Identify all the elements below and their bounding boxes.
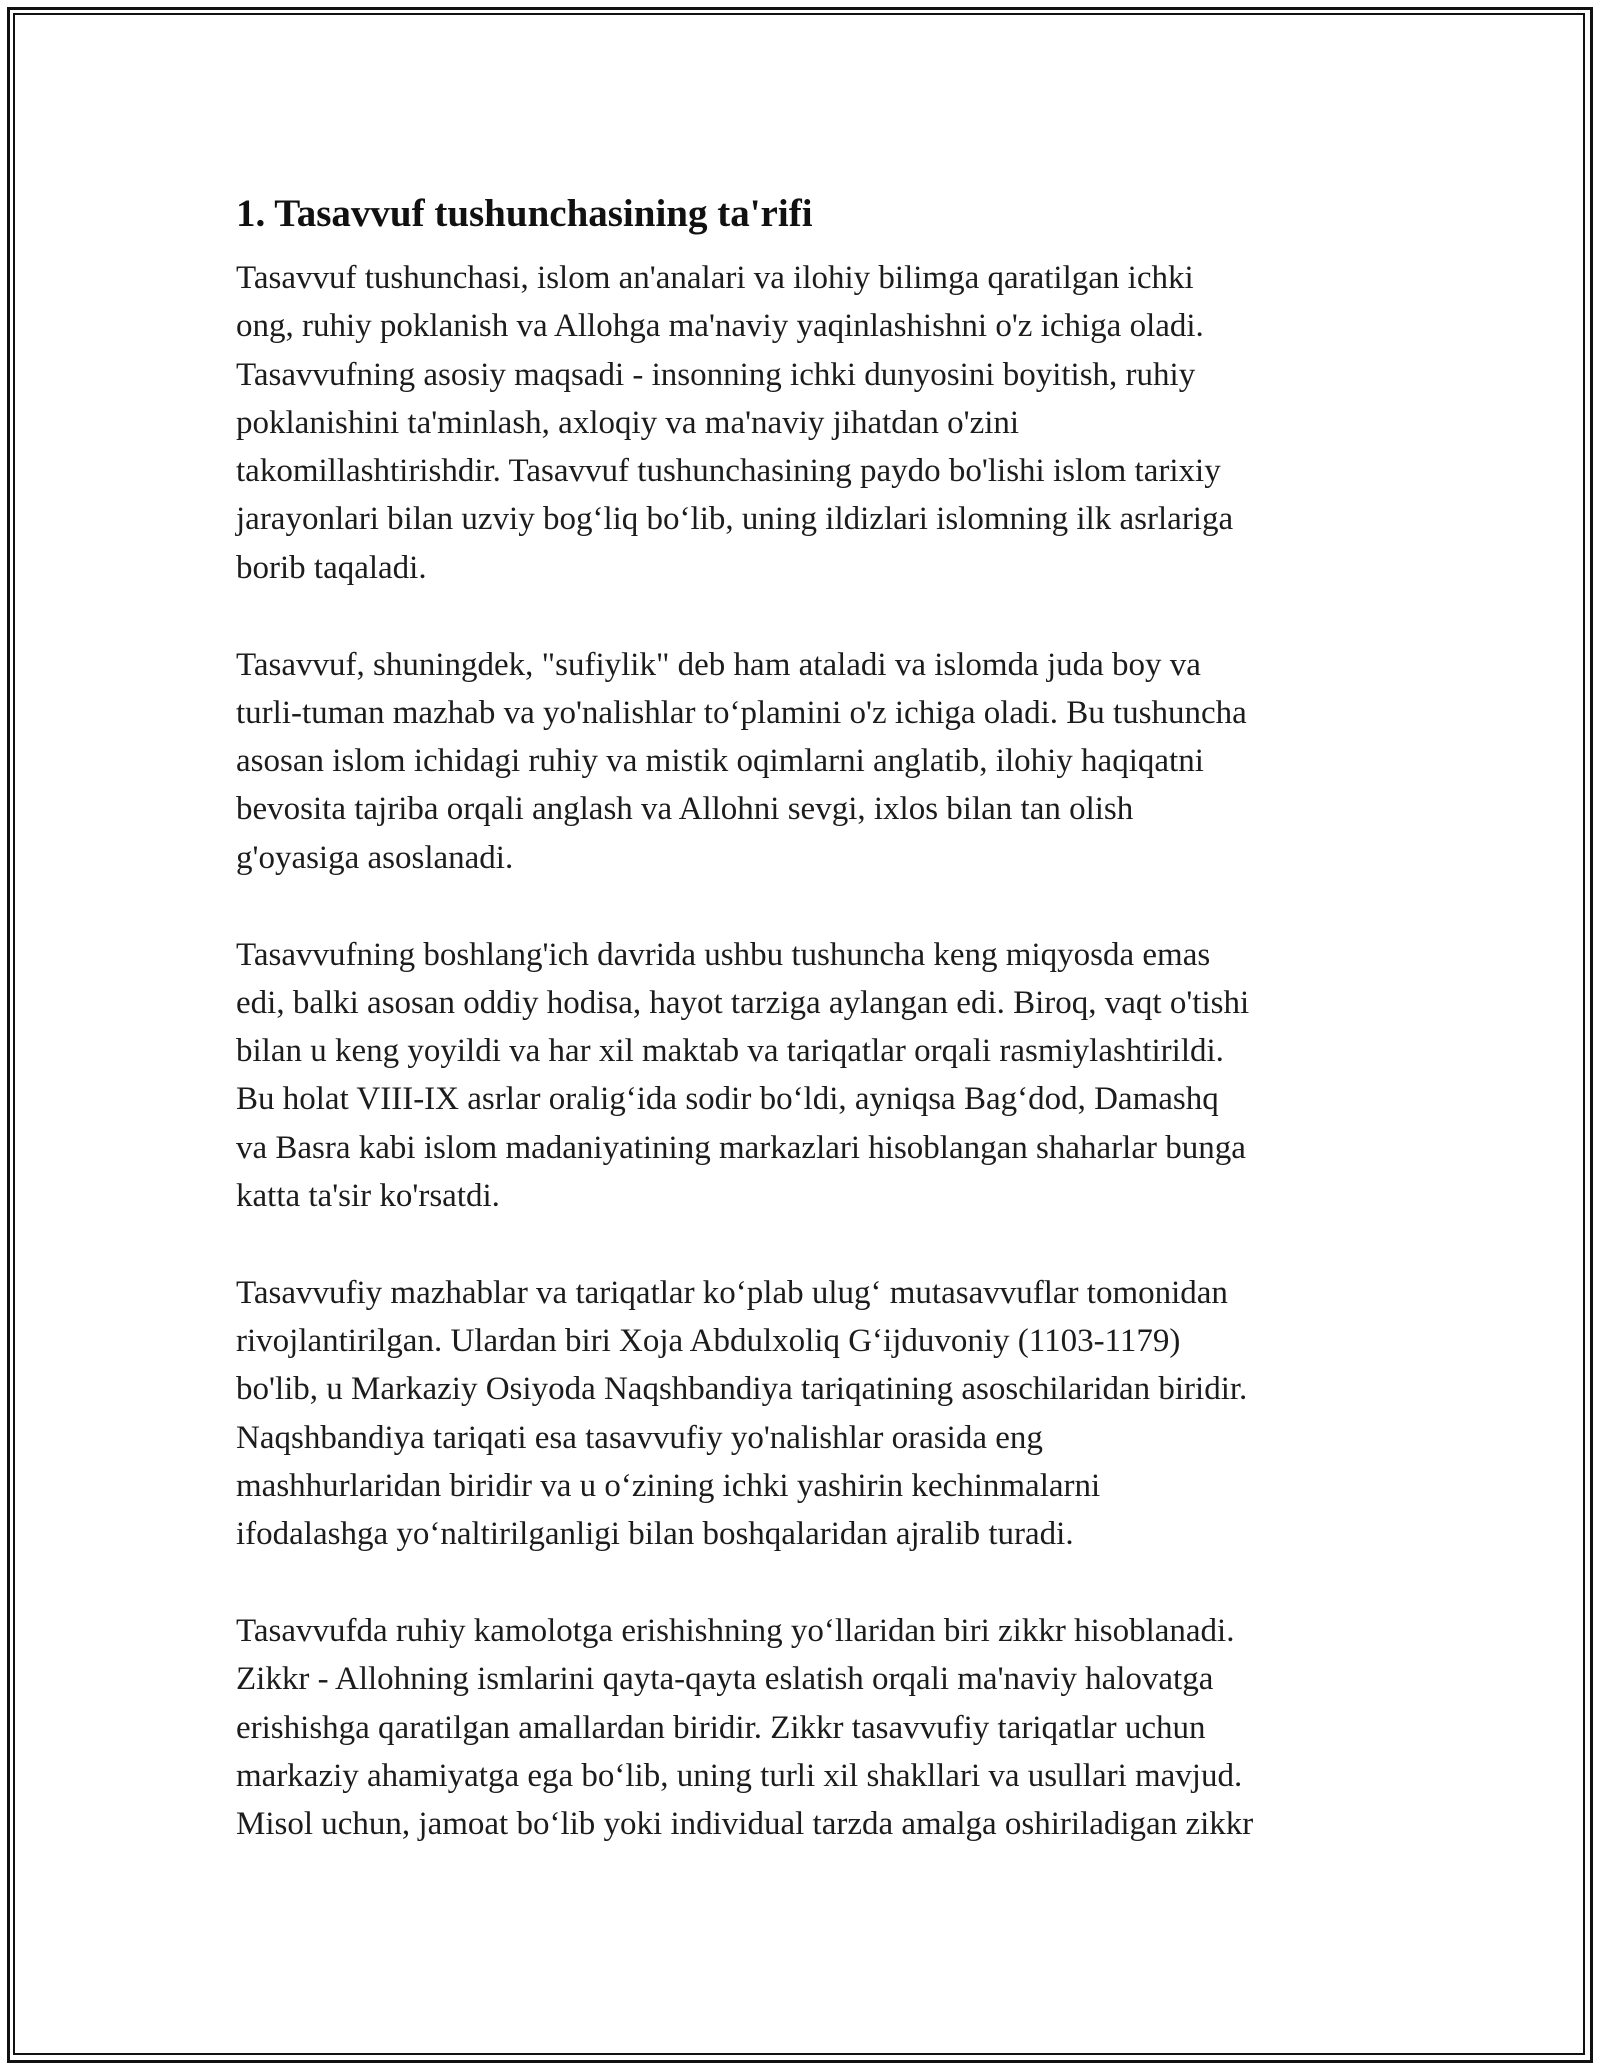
paragraph-4: Tasavvufiy mazhablar va tariqatlar ko‘plab ulug‘ mutasavvuflar tomonidan rivojlantirilgan. Ulardan biri Xoja Abdulxoliq G‘ijduvoniy (1103-1179) bo'lib, u Markaziy Osiyoda Naqshbandiya tariqatining asoschilaridan biridir. Naqshbandiya tariqati esa tasavvufiy yo'nalishlar orasida eng mashhurlaridan biridir va u o‘zining ichki yashirin kechinmalarni ifodalashga yo‘naltirilganligi bilan boshqalaridan ajralib turadi. — [236, 1274, 1248, 1553]
paragraph-1: Tasavvuf tushunchasi, islom an'analari va ilohiy bilimga qaratilgan ichki ong, ruhiy poklanish va Allohga ma'naviy yaqinlashishni o'z ichiga oladi. Tasavvufning asosiy maqsadi - insonning ichki dunyosini boyitish, ruhiy poklanishini ta'minlash, axloqiy va ma'naviy jihatdan o'zini takomillashtirishdir. Tasavvuf tushunchasining paydo bo'lishi islom tarixiy jarayonlari bilan uzviy bog‘liq bo‘lib, uning ildizlari islomning ilk asrlariga borib taqaladi. — [236, 260, 1234, 586]
paragraph-2: Tasavvuf, shuningdek, "sufiylik" deb ham ataladi va islomda juda boy va turli-tuman mazhab va yo'nalishlar to‘plamini o'z ichiga oladi. Bu tushuncha asosan islom ichidagi ruhiy va mistik oqimlarni anglatib, ilohiy haqiqatni bevosita tajriba orqali anglash va Allohni sevgi, ixlos bilan tan olish g'oyasiga asoslanadi. — [236, 646, 1247, 876]
section-title: 1. Tasavvuf tushunchasining ta'rifi — [236, 192, 813, 235]
paragraph-3: Tasavvufning boshlang'ich davrida ushbu tushuncha keng miqyosda emas edi, balki asosan oddiy hodisa, hayot tarziga aylangan edi. Biroq, vaqt o'tishi bilan u keng yoyildi va har xil maktab va tariqatlar orqali rasmiylashtirildi. Bu holat VIII-IX asrlar oralig‘ida sodir bo‘ldi, ayniqsa Bag‘dod, Damashq va Basra kabi islom madaniyatining markazlari hisoblangan shaharlar bunga katta ta'sir ko'rsatdi. — [236, 936, 1250, 1215]
document-body — [236, 185, 1386, 1849]
paragraph-5: Tasavvufda ruhiy kamolotga erishishning yo‘llaridan biri zikkr hisoblanadi. Zikkr - Allohning ismlarini qayta-qayta eslatish orqali ma'naviy halovatga erishishga qaratilgan amallardan biridir. Zikkr tasavvufiy tariqatlar uchun markaziy ahamiyatga ega bo‘lib, uning turli xil shakllari va usullari mavjud. Misol uchun, jamoat bo‘lib yoki individual tarzda amalga oshiriladigan zikkr — [236, 1613, 1254, 1843]
